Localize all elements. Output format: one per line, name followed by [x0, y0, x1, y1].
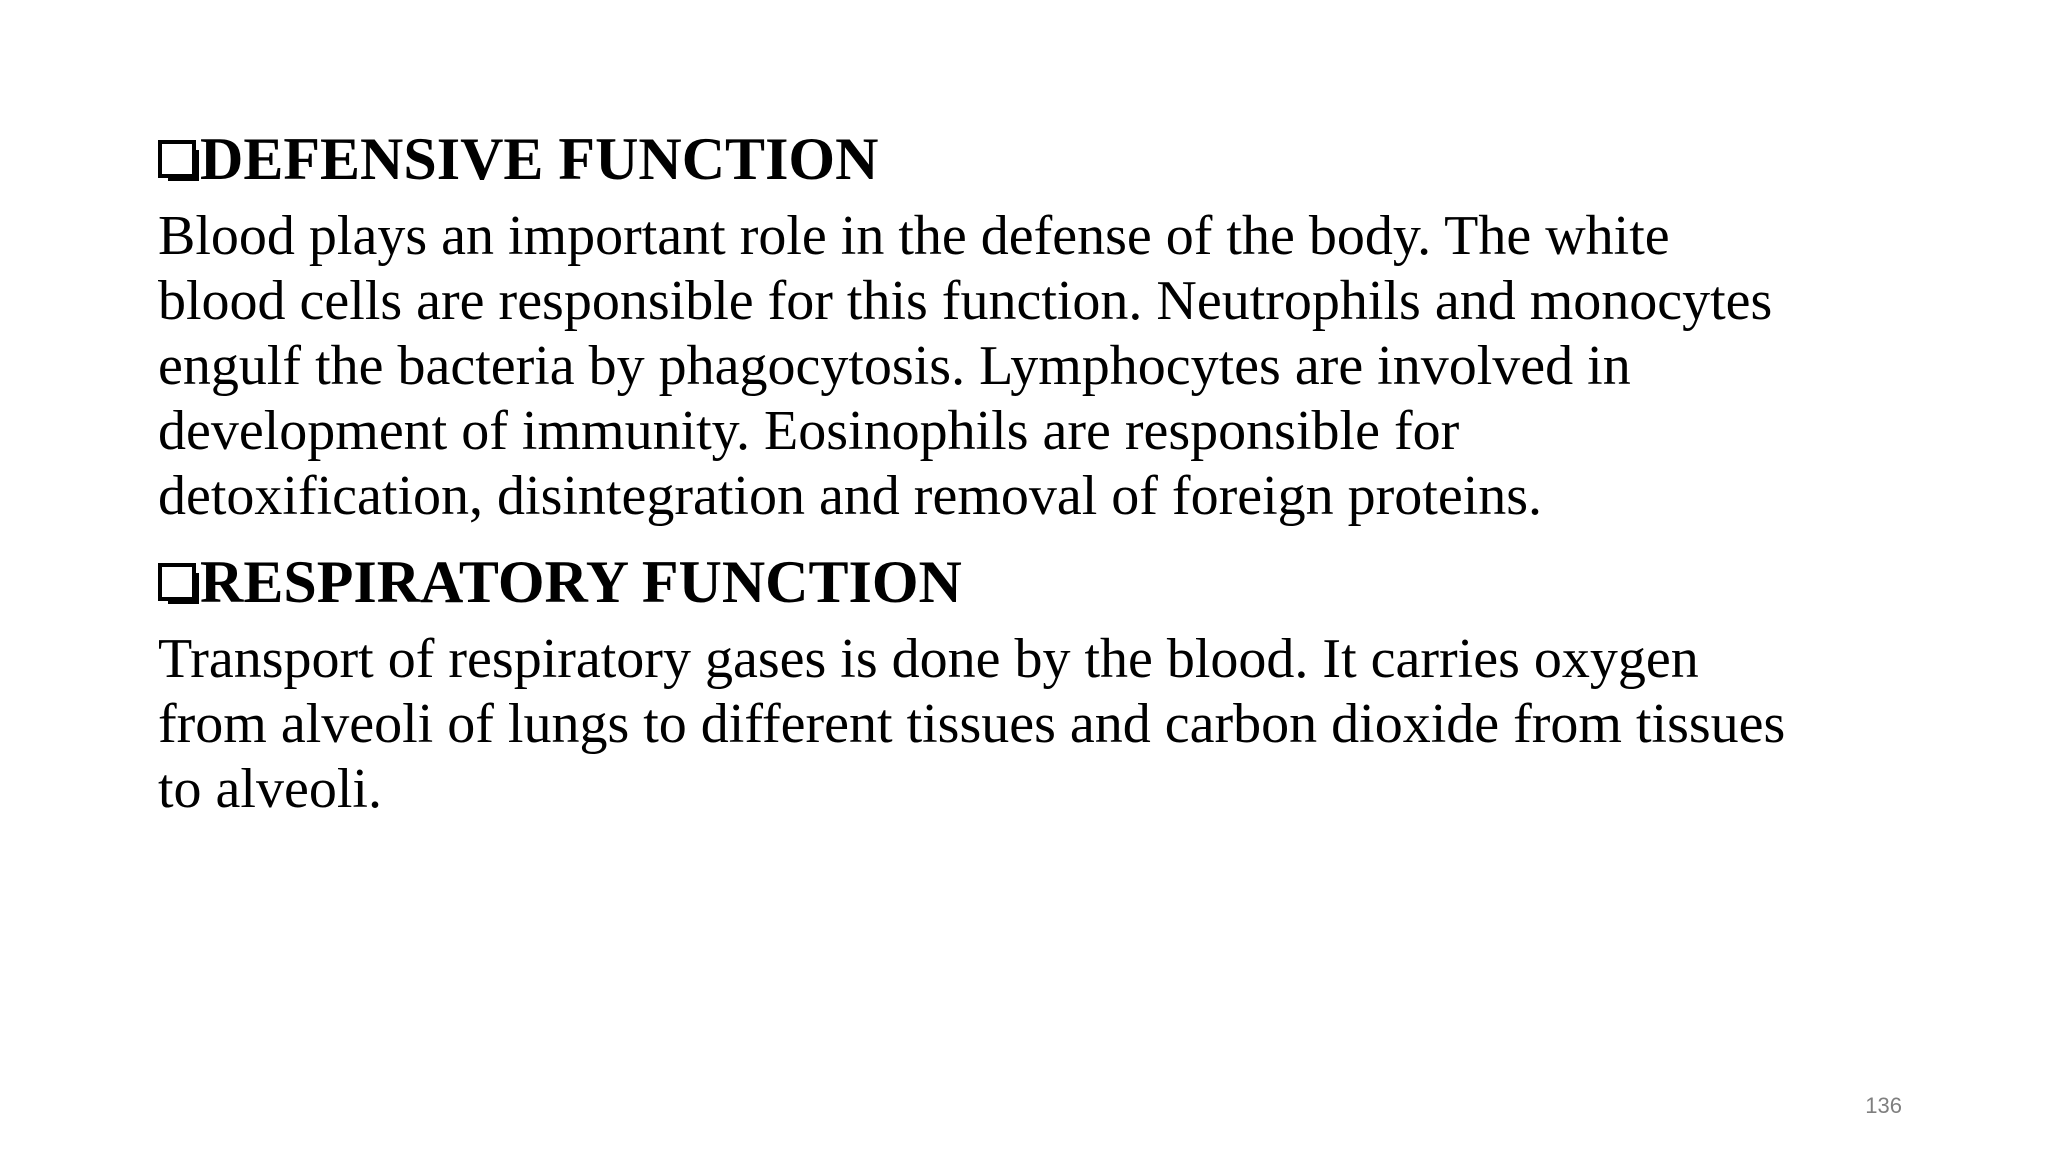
square-bullet-icon: [158, 140, 196, 178]
paragraph-line: blood cells are responsible for this function. Neutrophils and monocytes: [158, 270, 1773, 332]
section-paragraph: [158, 627, 1918, 822]
paragraph-line: from alveoli of lungs to different tissues and carbon dioxide from tissues: [158, 693, 1786, 755]
paragraph-line: Blood plays an important role in the defense of the body. The white: [158, 205, 1670, 267]
section-defensive-function: [158, 120, 1918, 529]
square-bullet-icon: [158, 563, 196, 601]
paragraph-line: Transport of respiratory gases is done by the blood. It carries oxygen: [158, 628, 1699, 690]
paragraph-line: engulf the bacteria by phagocytosis. Lymphocytes are involved in: [158, 335, 1631, 397]
section-paragraph: [158, 204, 1918, 529]
slide-content: [158, 120, 1918, 836]
paragraph-line: development of immunity. Eosinophils are responsible for: [158, 400, 1460, 462]
section-heading-text: DEFENSIVE FUNCTION: [200, 126, 879, 192]
page-number: 136: [1865, 1093, 1902, 1118]
section-heading-text: RESPIRATORY FUNCTION: [200, 549, 962, 615]
section-respiratory-function: [158, 543, 1918, 822]
section-heading: [158, 543, 1918, 621]
section-heading: [158, 120, 1918, 198]
paragraph-line: to alveoli.: [158, 758, 382, 820]
paragraph-line: detoxification, disintegration and removal of foreign proteins.: [158, 465, 1543, 527]
